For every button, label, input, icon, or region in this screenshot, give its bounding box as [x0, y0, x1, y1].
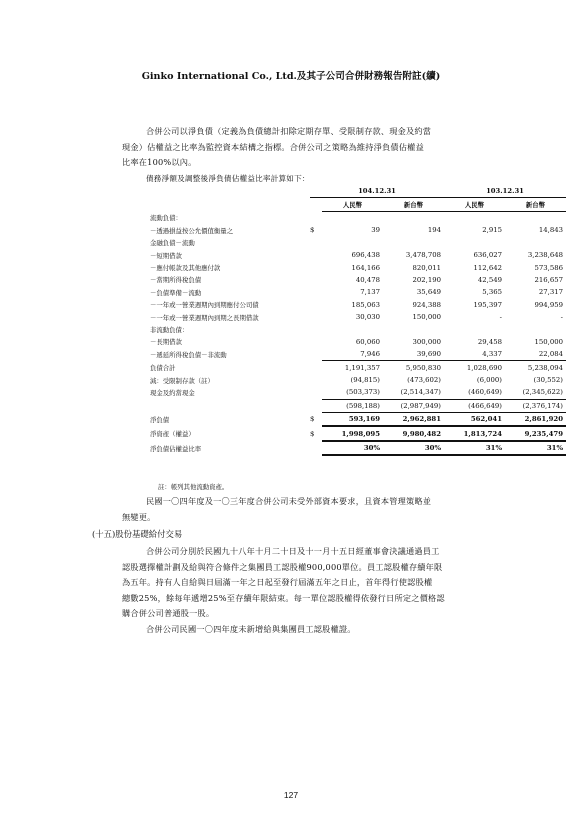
currency-symbol [310, 261, 322, 273]
currency-symbol [310, 374, 322, 386]
row-label [150, 399, 310, 412]
row-label: 淨資產（權益） [150, 430, 195, 439]
value-cell: 1,998,095 [322, 426, 383, 440]
row-label: －一年或一營業週期內到期之長期借款 [150, 313, 259, 322]
value-cell [444, 211, 505, 224]
value-cell: 7,946 [322, 348, 383, 361]
capital-requirements-paragraph [122, 494, 502, 525]
after-table-line-1: 民國一〇四年度及一〇三年度合併公司未受外部資本要求，且資本管理策略並 [146, 496, 432, 506]
value-cell: (2,987,949) [383, 399, 444, 412]
value-cell: 39 [371, 226, 380, 235]
value-cell: 185,063 [351, 300, 380, 309]
value-cell: 696,438 [351, 251, 380, 260]
value-cell: 4,337 [444, 348, 505, 361]
value-cell: 195,397 [473, 300, 502, 309]
value-cell: 300,000 [412, 337, 441, 346]
value-cell: 216,657 [534, 275, 563, 284]
value-cell: 9,980,482 [383, 426, 444, 440]
net-debt-table [150, 185, 566, 456]
value-cell [505, 237, 566, 249]
currency-symbol [310, 323, 322, 335]
section-line-5: 購合併公司普通股一股。 [122, 608, 215, 618]
value-cell: 42,549 [477, 275, 502, 284]
table-date-row [150, 185, 566, 198]
currency-symbol [310, 361, 322, 374]
value-cell: 593,169 [322, 413, 383, 427]
table-row [150, 211, 566, 224]
table-row [150, 249, 566, 261]
currency-symbol [310, 211, 322, 224]
value-cell: 35,649 [416, 288, 441, 297]
value-cell: 39,690 [383, 348, 444, 361]
value-cell: 5,238,094 [527, 363, 563, 372]
page-title: Ginko International Co., Ltd.及其子公司合併財務報告附註(續) [141, 71, 441, 82]
share-based-payment-paragraph [122, 544, 502, 637]
table-row [150, 261, 566, 273]
value-cell: 30% [322, 441, 383, 455]
currency-symbol [310, 237, 322, 249]
table-row [150, 348, 566, 361]
row-label: 淨負債 [150, 415, 170, 424]
value-cell: 60,060 [355, 337, 380, 346]
table-row [150, 413, 566, 427]
value-cell: 1,028,690 [466, 363, 502, 372]
section-heading: (十五)股份基礎給付交易 [92, 529, 183, 539]
value-cell: 30,030 [355, 313, 380, 322]
table-row [150, 386, 566, 399]
value-cell [322, 323, 383, 335]
value-cell: 2,861,920 [505, 413, 566, 427]
row-label: 非流動負債： [150, 325, 189, 334]
table-intro: 債務淨額及調整後淨負債佔權益比率計算如下： [146, 174, 310, 183]
currency-symbol [310, 348, 322, 361]
currency-symbol [310, 274, 322, 286]
value-cell: 3,478,708 [405, 251, 441, 260]
value-cell: - [499, 313, 502, 322]
currency-header: 新台幣 [505, 198, 566, 211]
value-cell: (503,373) [322, 386, 383, 399]
value-cell: 5,365 [482, 288, 502, 297]
page-number: 127 [283, 790, 299, 800]
table-row [150, 237, 566, 249]
value-cell: 112,642 [473, 263, 502, 272]
currency-symbol [310, 286, 322, 298]
value-cell: 1,191,357 [344, 363, 380, 372]
value-cell: 202,190 [412, 275, 441, 284]
row-label: 現金及約當現金 [150, 389, 195, 398]
value-cell: - [560, 313, 563, 322]
section-line-1: 合併公司分別於民國九十八年十月二十日及十一月十五日經董事會決議通過員工 [146, 546, 440, 556]
currency-symbol [310, 441, 322, 455]
value-cell: 31% [444, 441, 505, 455]
table-row [150, 426, 566, 440]
table-row [150, 336, 566, 348]
table-row [150, 441, 566, 455]
value-cell: 27,317 [538, 288, 563, 297]
currency-header: 人民幣 [444, 198, 505, 211]
table-row [150, 361, 566, 374]
row-label: －應付帳款及其他應付款 [150, 264, 221, 273]
currency-symbol [310, 249, 322, 261]
value-cell [383, 237, 444, 249]
table-row [150, 311, 566, 323]
row-label: －一年或一營業週期內到期應付公司債 [150, 301, 259, 310]
column-date-2014: 103.12.31 [444, 185, 566, 198]
value-cell [505, 323, 566, 335]
value-cell [444, 237, 505, 249]
row-label: －負債準備－流動 [150, 288, 202, 297]
value-cell: (6,000) [476, 376, 502, 385]
value-cell [322, 211, 383, 224]
currency-symbol [310, 336, 322, 348]
currency-symbol [310, 299, 322, 311]
value-cell: 5,950,830 [405, 363, 441, 372]
value-cell: 636,027 [473, 251, 502, 260]
row-label: －當期所得稅負債 [150, 276, 202, 285]
value-cell: 924,388 [412, 300, 441, 309]
value-cell: (473,602) [407, 376, 441, 385]
row-label: 流動負債： [150, 214, 182, 223]
row-label: －長期借款 [150, 338, 182, 347]
value-cell: 22,084 [505, 348, 566, 361]
value-cell: 14,843 [538, 226, 563, 235]
section-line-3: 為五年。持有人自給與日屆滿一年之日起至發行屆滿五年之日止，首年得行使認股權 [122, 577, 433, 587]
section-line-4: 總數25%，餘每年遞增25%至存續年限結束。每一單位認股權得依發行日所定之價格認 [122, 592, 445, 603]
currency-symbol: $ [310, 415, 315, 424]
value-cell: (94,815) [350, 376, 380, 385]
currency-symbol [310, 386, 322, 399]
value-cell: (598,188) [322, 399, 383, 412]
value-cell: 30% [383, 441, 444, 455]
table-row [150, 286, 566, 298]
row-label: 淨負債佔權益比率 [150, 444, 202, 453]
table-row [150, 274, 566, 286]
value-cell [505, 211, 566, 224]
value-cell: (30,552) [533, 376, 563, 385]
value-cell: 31% [505, 441, 566, 455]
after-table-line-2: 無變更。 [122, 511, 156, 522]
value-cell: 3,238,648 [527, 251, 563, 260]
currency-symbol [310, 311, 322, 323]
intro-line-3: 比率在100%以內。 [122, 157, 197, 167]
table-row [150, 399, 566, 412]
intro-line-2: 現金）佔權益之比率為監控資本結構之指標。合併公司之策略為維持淨負債佔權益 [122, 141, 424, 152]
table-row [150, 323, 566, 335]
value-cell: 1,813,724 [444, 426, 505, 440]
value-cell: (466,649) [444, 399, 505, 412]
section-line-6: 合併公司民國一〇四年度未新增給與集團員工認股權證。 [146, 623, 356, 634]
value-cell: (2,376,174) [505, 399, 566, 412]
value-cell: 164,166 [351, 263, 380, 272]
row-label: －短期借款 [150, 251, 182, 260]
value-cell [322, 237, 383, 249]
table-footnote: 註：帳列其他流動資產。 [158, 483, 229, 491]
value-cell: (2,345,622) [505, 386, 566, 399]
table-row [150, 224, 566, 236]
column-date-2015: 104.12.31 [310, 185, 444, 198]
value-cell: 9,235,479 [505, 426, 566, 440]
value-cell: 194 [427, 226, 441, 235]
row-label: 金融負債－流動 [150, 239, 195, 248]
value-cell: (2,514,347) [383, 386, 444, 399]
capital-management-paragraph [122, 124, 502, 171]
currency-header: 人民幣 [322, 198, 383, 211]
value-cell: 562,041 [444, 413, 505, 427]
intro-line-1: 合併公司以淨負債（定義為負債總計扣除定期存單、受限制存款、現金及約當 [146, 126, 432, 136]
currency-symbol [310, 399, 322, 412]
value-cell: 2,962,881 [383, 413, 444, 427]
value-cell: 150,000 [412, 313, 441, 322]
value-cell [383, 211, 444, 224]
table-currency-row [150, 198, 566, 211]
currency-symbol: $ [310, 226, 315, 235]
value-cell: 573,586 [534, 263, 563, 272]
row-label: －遞延所得稅負債－非流動 [150, 351, 227, 360]
value-cell: 150,000 [534, 337, 563, 346]
value-cell: 2,915 [482, 226, 502, 235]
value-cell: (460,649) [444, 386, 505, 399]
currency-symbol: $ [310, 429, 315, 438]
value-cell: 29,458 [477, 337, 502, 346]
section-line-2: 認股選擇權計劃及給與符合條件之集團員工認股權900,000單位。員工認股權存續年限 [122, 561, 443, 572]
row-label: －透過損益按公允價值衡量之 [150, 226, 234, 235]
value-cell: 7,137 [360, 288, 380, 297]
currency-header: 新台幣 [383, 198, 444, 211]
value-cell: 40,478 [355, 275, 380, 284]
table-row [150, 299, 566, 311]
table-row [150, 374, 566, 386]
value-cell [444, 323, 505, 335]
value-cell [383, 323, 444, 335]
row-label: 負債合計 [150, 363, 176, 372]
value-cell: 820,011 [412, 263, 441, 272]
row-label: 減：受限制存款（註） [150, 376, 214, 385]
value-cell: 994,959 [534, 300, 563, 309]
